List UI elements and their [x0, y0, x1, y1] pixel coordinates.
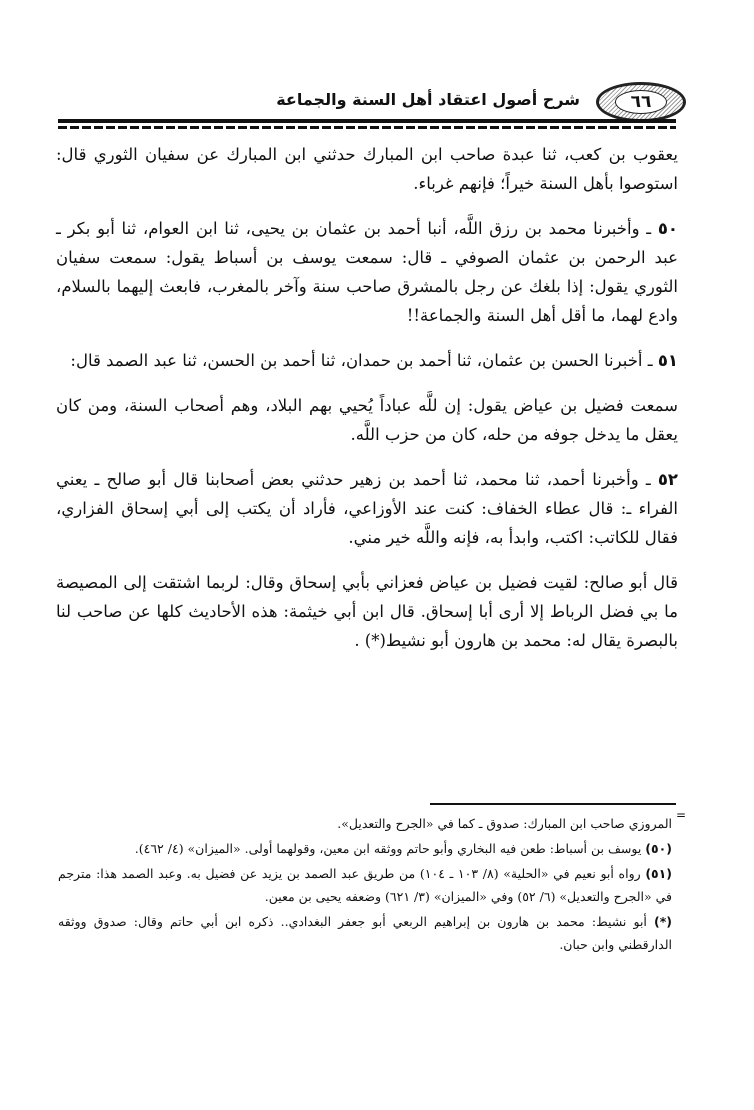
paragraph-number: ٥٠: [657, 219, 678, 238]
footnote-number: (*): [654, 914, 672, 929]
page-number-badge: [596, 82, 686, 122]
footnote-continuation-mark: =: [676, 808, 687, 822]
paragraph: [56, 346, 678, 375]
footnote: [58, 910, 672, 956]
paragraph: [56, 465, 678, 552]
footnote-number: (٥٠): [645, 841, 672, 856]
page-header: [58, 78, 684, 118]
footnote-number: (٥١): [645, 866, 673, 881]
footnote: [58, 812, 672, 835]
running-title: شرح أصول اعتقاد أهل السنة والجماعة: [276, 90, 580, 109]
footnote: [58, 862, 672, 908]
paragraph-text: قال أبو صالح: لقيت فضيل بن عياض فعزاني بأبي إسحاق وقال: لربما اشتقت إلى المصيصة ما بي فضل الرباط إلا أرى أبا إسحاق. قال ابن أبي خيثمة: هذه الأحاديث كلها عن صاحب لنا بالبصرة يقال له: محمد بن هارون أبو نشيط(*) .: [56, 573, 678, 650]
paragraph: [56, 568, 678, 655]
paragraph-text: ـ وأخبرنا محمد بن رزق اللَّه، أنبا أحمد بن عثمان بن يحيى، ثنا ابن العوام، ثنا أبو بكر ـ عبد الرحمن بن عثمان الصوفي ـ قال: سمعت يوسف بن أسباط يقول: سمعت سفيان الثوري يقول: إذا بلغك عن رجل بالمشرق صاحب سنة وآخر بالمغرب، فابعث إليهما بالسلام، وادع لهما، ما أقل أهل السنة والجماعة!!: [56, 219, 678, 325]
footnote-separator: [430, 803, 676, 805]
paragraph-text: ـ وأخبرنا أحمد، ثنا محمد، ثنا أحمد بن زهير حدثني بعض أصحابنا قال أبو صالح ـ يعني الفراء ـ: قال عطاء الخفاف: كنت عند الأوزاعي، فأراد أن يكتب إلى أبي إسحاق الفزاري، فقال للكاتب: اكتب، وابدأ به، فإنه واللَّه خير مني.: [56, 470, 678, 547]
header-rule: [58, 119, 676, 123]
header-dashed-rule: [58, 126, 676, 129]
footnote-text: أبو نشيط: محمد بن هارون بن إبراهيم الربعي أبو جعفر البغدادي.. ذكره ابن أبي حاتم وقال: صدوق ووثقه الدارقطني وابن حبان.: [58, 914, 672, 952]
footnote-text: المروزي صاحب ابن المبارك: صدوق ـ كما في «الجرح والتعديل».: [337, 816, 672, 831]
footnote: [58, 837, 672, 860]
paragraph-number: ٥٢: [657, 470, 678, 489]
footnote-text: يوسف بن أسباط: طعن فيه البخاري وأبو حاتم ووثقه ابن معين، وقولهما أولى. «الميزان» (٤/ ٤٦٢).: [134, 841, 646, 856]
paragraph-text: ـ أخبرنا الحسن بن عثمان، ثنا أحمد بن حمدان، ثنا أحمد بن الحسن، ثنا عبد الصمد قال:: [70, 351, 658, 370]
paragraph: [56, 214, 678, 330]
paragraph: [56, 391, 678, 449]
footnotes: [58, 812, 672, 958]
page-number: ٦٦: [615, 90, 667, 114]
paragraph-number: ٥١: [657, 351, 678, 370]
paragraph-text: يعقوب بن كعب، ثنا عبدة صاحب ابن المبارك حدثني ابن المبارك عن سفيان الثوري قال: استوصوا بأهل السنة خيراً؛ فإنهم غرباء.: [56, 145, 678, 193]
paragraph-text: سمعت فضيل بن عياض يقول: إن للَّه عباداً يُحيي بهم البلاد، وهم أصحاب السنة، ومن كان يعقل ما يدخل جوفه من حله، كان من حزب اللَّه.: [56, 396, 678, 444]
main-text: [56, 140, 678, 671]
footnote-text: رواه أبو نعيم في «الحلية» (٨/ ١٠٣ ـ ١٠٤) من طريق عبد الصمد بن يزيد عن فضيل به. وعبد الصمد هذا: مترجم في «الجرح والتعديل» (٦/ ٥٢) وفي «الميزان» (٣/ ٦٢١) وضعفه يحيى بن معين.: [58, 866, 672, 904]
paragraph: [56, 140, 678, 198]
